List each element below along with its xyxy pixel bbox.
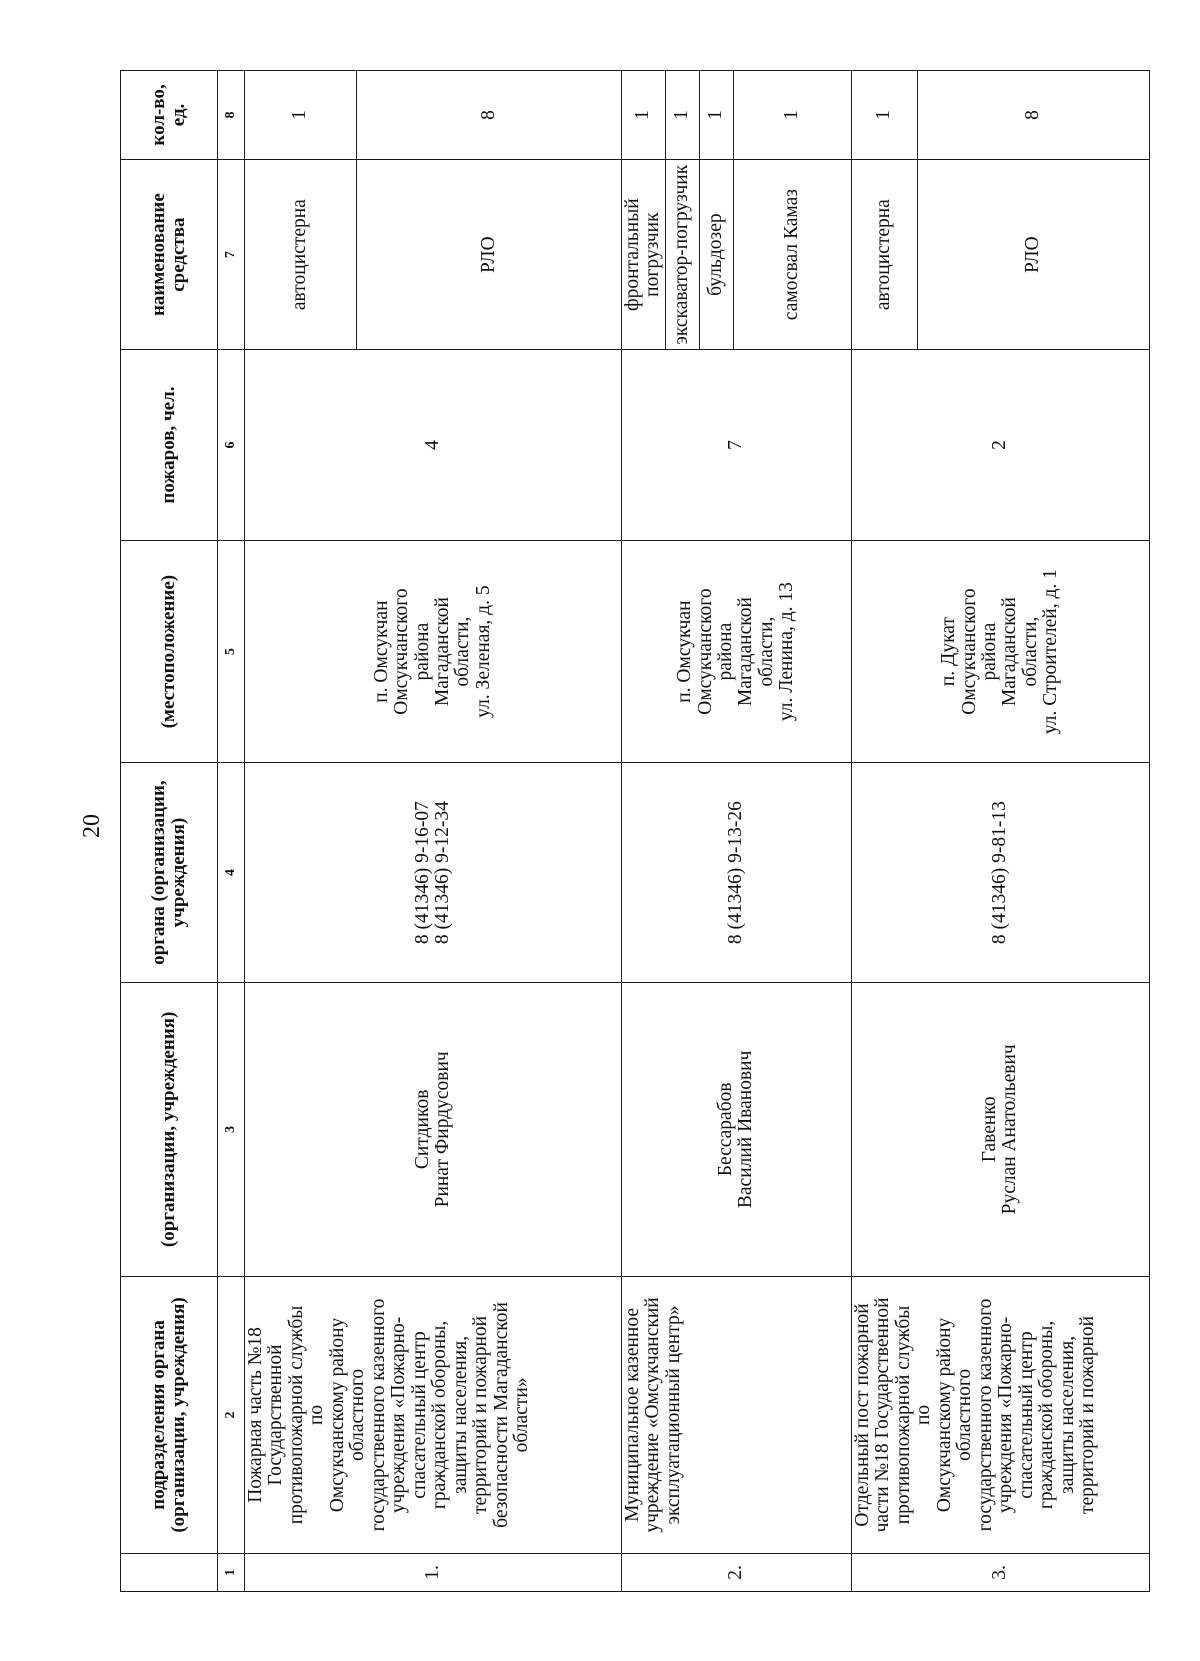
- location-line: ул. Зеленая, д. 5: [472, 585, 494, 718]
- unit-name-line: безопасности Магаданской: [490, 1302, 512, 1528]
- unit-name-line: территорий и пожарной: [1077, 1315, 1099, 1515]
- unit-name: [245, 1276, 622, 1553]
- location-line: п. Омсукчан: [674, 600, 696, 703]
- location-line: Магаданской: [735, 597, 757, 707]
- column-number: 5: [218, 540, 245, 763]
- unit-name-line: Омсукчанскому району: [326, 1317, 348, 1513]
- column-number: 4: [218, 763, 245, 982]
- unit-name-line: учреждение «Омсукчанский: [642, 1297, 664, 1533]
- equipment-name: автоцистерна: [851, 159, 917, 349]
- location-line: Магаданской: [999, 597, 1021, 707]
- column-number: 1: [218, 1553, 245, 1591]
- equipment-name: экскаватор-погрузчик: [665, 159, 699, 349]
- equipment-name: фронтальный погрузчик: [622, 159, 666, 349]
- location-line: области,: [1019, 616, 1041, 687]
- location: [851, 540, 1149, 763]
- location-line: района: [715, 622, 736, 681]
- location-line: Магаданской: [432, 597, 453, 707]
- unit-name-line: учреждения «Пожарно-: [388, 1316, 410, 1514]
- phone-numbers-line: 8 (41346) 9-13-26: [725, 801, 747, 945]
- unit-name-line: Отдельный пост пожарной: [851, 1303, 873, 1527]
- header-cell: наименование средства: [121, 159, 218, 349]
- location: [245, 540, 622, 763]
- unit-name-line: по: [306, 1404, 328, 1426]
- resources-table: [120, 70, 1150, 1592]
- header-cell: [121, 1553, 218, 1591]
- unit-name-line: гражданской обороны,: [429, 1320, 451, 1510]
- phone-numbers: [622, 763, 852, 982]
- location-line: области,: [452, 616, 474, 687]
- location-line: ул. Ленина, д. 13: [776, 582, 798, 722]
- firefighters-count: 2: [851, 350, 1149, 540]
- firefighters-count: 4: [245, 350, 622, 540]
- phone-numbers: [245, 763, 622, 982]
- phone-numbers-line: 8 (41346) 9-81-13: [989, 801, 1011, 945]
- unit-name-line: области»: [511, 1377, 533, 1453]
- equipment-qty: 1: [699, 71, 733, 160]
- row-number: 2.: [622, 1553, 852, 1591]
- unit-name-line: Омсукчанскому району: [933, 1317, 955, 1513]
- location: [622, 540, 852, 763]
- row-number: 3.: [851, 1553, 1149, 1591]
- table-row: [851, 71, 917, 1592]
- unit-name-line: Пожарная часть №18: [245, 1327, 266, 1503]
- header-cell: (местоположение): [121, 540, 218, 763]
- location-line: района: [978, 622, 1000, 681]
- header-cell: кол-во, ед.: [121, 71, 218, 160]
- head-name-line: Ситдиков: [411, 1089, 433, 1170]
- equipment-qty: 1: [245, 71, 357, 160]
- header-cell: органа (организации, учреждения): [121, 763, 218, 982]
- location-line: ул. Строителей, д. 1: [1040, 569, 1062, 735]
- equipment-qty: 8: [917, 71, 1149, 160]
- unit-name-line: по: [913, 1404, 935, 1426]
- phone-numbers-line: 8 (41346) 9-12-34: [432, 801, 453, 945]
- header-cell: подразделения органа (организации, учреждения): [121, 1276, 218, 1553]
- header-cell: (организации, учреждения): [121, 982, 218, 1276]
- location-line: Омсукчанского: [694, 588, 716, 715]
- table-row: [245, 71, 357, 1592]
- equipment-qty: 1: [851, 71, 917, 160]
- head-name: [622, 982, 852, 1276]
- location-line: п. Омсукчан: [370, 600, 392, 703]
- head-name-line: Ринат Фирдусович: [432, 1051, 453, 1208]
- unit-name-line: государственного казенного: [974, 1298, 996, 1532]
- unit-name-line: спасательный центр: [408, 1331, 430, 1499]
- unit-name-line: Муниципальное казенное: [622, 1308, 643, 1522]
- equipment-qty: 1: [665, 71, 699, 160]
- unit-name-line: защиты населения,: [449, 1335, 471, 1494]
- head-name-line: Бессарабов: [715, 1082, 736, 1177]
- equipment-name: автоцистерна: [245, 159, 357, 349]
- equipment-name: РЛО: [357, 159, 622, 349]
- head-name-line: Василий Иванович: [735, 1050, 757, 1209]
- page-number: 20: [79, 814, 105, 838]
- row-number: 1.: [245, 1553, 622, 1591]
- unit-name-line: части №18 Государственной: [872, 1297, 894, 1533]
- unit-name-line: защиты населения,: [1056, 1335, 1078, 1494]
- location-line: области,: [755, 616, 777, 687]
- column-number: 6: [218, 350, 245, 540]
- phone-numbers: [851, 763, 1149, 982]
- firefighters-count: 7: [622, 350, 852, 540]
- head-name-line: Руслан Анатольевич: [999, 1044, 1021, 1215]
- unit-name-line: областного: [347, 1368, 369, 1462]
- location-line: п. Дукат: [938, 617, 960, 687]
- phone-numbers-line: 8 (41346) 9-16-07: [411, 801, 433, 945]
- unit-name-line: эксплуатационный центр»: [662, 1305, 684, 1525]
- equipment-qty: 1: [733, 71, 851, 160]
- column-number-row: [218, 71, 245, 1592]
- unit-name-line: противопожарной службы: [285, 1305, 307, 1525]
- column-number: 8: [218, 71, 245, 160]
- unit-name-line: учреждения «Пожарно-: [995, 1316, 1017, 1514]
- column-number: 2: [218, 1276, 245, 1553]
- unit-name-line: гражданской обороны,: [1036, 1320, 1058, 1510]
- equipment-qty: 1: [622, 71, 666, 160]
- rotated-table-container: [120, 70, 1099, 1592]
- head-name: [851, 982, 1149, 1276]
- unit-name: [622, 1276, 852, 1553]
- location-line: Омсукчанского: [958, 588, 980, 715]
- unit-name: [851, 1276, 1149, 1553]
- equipment-qty: 8: [357, 71, 622, 160]
- unit-name-line: областного: [954, 1368, 976, 1462]
- unit-name-line: Государственной: [265, 1344, 287, 1486]
- equipment-name: самосвал Камаз: [733, 159, 851, 349]
- equipment-name: РЛО: [917, 159, 1149, 349]
- head-name: [245, 982, 622, 1276]
- column-number: 7: [218, 159, 245, 349]
- head-name-line: Гавенко: [978, 1096, 1000, 1163]
- location-line: района: [411, 622, 433, 681]
- unit-name-line: территорий и пожарной: [470, 1315, 492, 1515]
- table-body: [245, 71, 1150, 1592]
- equipment-name: бульдозер: [699, 159, 733, 349]
- location-line: Омсукчанского: [391, 588, 413, 715]
- header-cell: пожаров, чел.: [121, 350, 218, 540]
- header-row: [121, 71, 218, 1592]
- unit-name-line: спасательный центр: [1015, 1331, 1037, 1499]
- unit-name-line: государственного казенного: [367, 1298, 389, 1532]
- table-row: [622, 71, 666, 1592]
- column-number: 3: [218, 982, 245, 1276]
- unit-name-line: противопожарной службы: [892, 1305, 914, 1525]
